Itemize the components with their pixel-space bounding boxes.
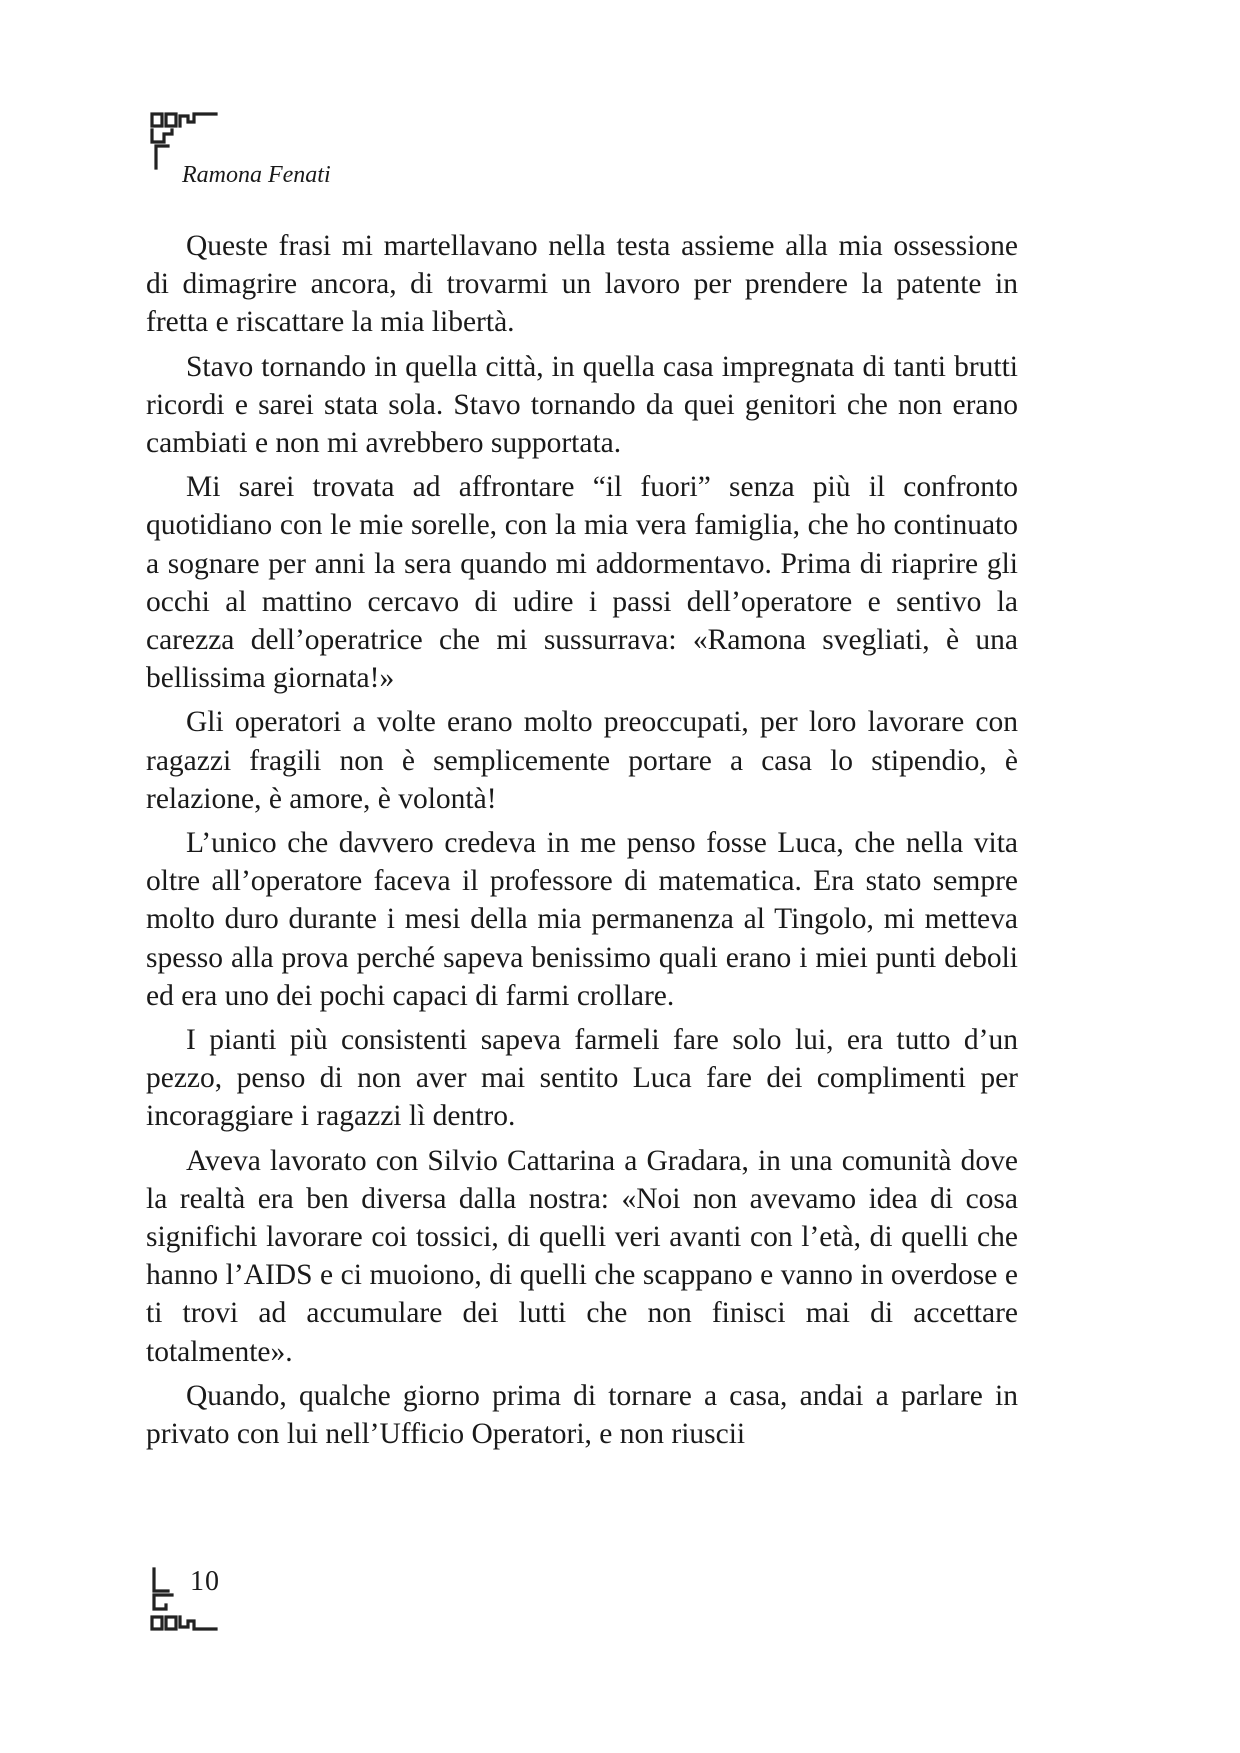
body-text xyxy=(146,227,1018,1453)
paragraph: Gli operatori a volte erano molto preoccupati, per loro lavorare con ragazzi fragili non è semplicemente portare a casa lo stipendio, è relazione, è amore, è volontà! xyxy=(146,706,1018,815)
paragraph: Quando, qualche giorno prima di tornare a casa, andai a parlare in privato con lui nell’Ufficio Operatori, e non riuscii xyxy=(146,1379,1018,1451)
author-name: Ramona Fenati xyxy=(182,162,331,188)
paragraph: Queste frasi mi martellavano nella testa assieme alla mia ossessione di dimagrire ancora, di trovarmi un lavoro per prendere la patente in fretta e riscattare la mia libertà. xyxy=(146,230,1018,339)
paragraph: I pianti più consistenti sapeva farmeli fare solo lui, era tutto d’un pezzo, penso di non aver mai sentito Luca fare dei complimenti per incoraggiare i ragazzi lì dentro. xyxy=(146,1024,1018,1133)
paragraph: L’unico che davvero credeva in me penso fosse Luca, che nella vita oltre all’operatore faceva il professore di matematica. Era stato sempre molto duro durante i mesi della mia permanenza al Tingolo, mi metteva spesso alla prova perché sapeva benissimo quali erano i miei punti deboli ed era uno dei pochi capaci di farmi crollare. xyxy=(146,827,1018,1012)
paragraph: Stavo tornando in quella città, in quella casa impregnata di tanti brutti ricordi e sarei stata sola. Stavo tornando da quei genitori che non erano cambiati e non mi avrebbero supportata. xyxy=(146,350,1018,460)
page-number: 10 xyxy=(190,1566,220,1597)
paragraph: Mi sarei trovata ad affrontare “il fuori” senza più il confronto quotidiano con le mie sorelle, con la mia vera famiglia, che ho continuato a sognare per anni la sera quando mi addormentavo. Prima di riaprire gli occhi al mattino cercavo di udire i passi dell’operatore e sentivo la carezza dell’operatrice che mi sussurrava: «Ramona svegliati, è una bellissima giornata!» xyxy=(146,471,1018,695)
running-header xyxy=(150,112,650,192)
paragraph: Aveva lavorato con Silvio Cattarina a Gradara, in una comunità dove la realtà era ben diversa dalla nostra: «Noi non avevamo idea di cosa significhi lavorare coi tossici, di quelli veri avanti con l’età, di quelli che hanno l’AIDS e ci muoiono, di quelli che scappano e vanno in overdose e ti trovi ad accumulare dei lutti che non finisci mai di accettare totalmente». xyxy=(146,1144,1018,1368)
page-footer xyxy=(150,1565,270,1655)
